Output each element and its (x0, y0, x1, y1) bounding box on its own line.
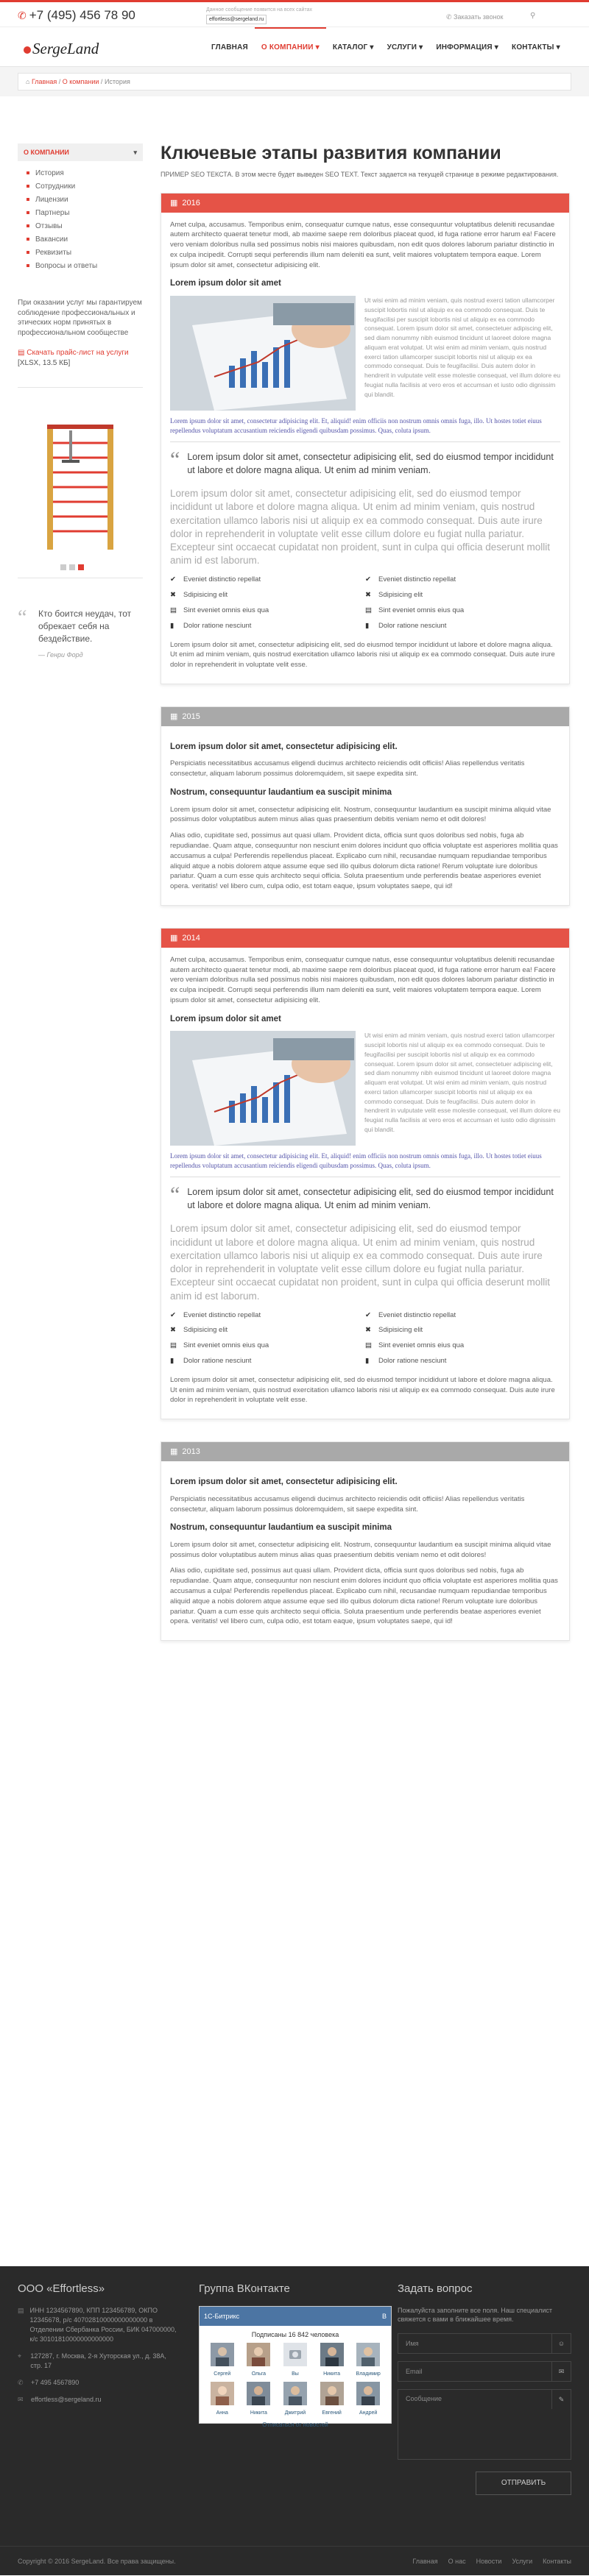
avatar (211, 2382, 234, 2405)
vk-widget[interactable] (199, 2306, 392, 2429)
check-item: ✖ Sdipisicing elit (365, 1325, 560, 1335)
footer-nav (412, 2547, 571, 2576)
breadcrumb-home[interactable]: Главная (31, 78, 57, 85)
timeline-year: 2013 (182, 1447, 200, 1457)
question-form-title: Задать вопрос (398, 2282, 473, 2295)
map-pin-icon: ⌖ (18, 2352, 22, 2360)
footer-details-text: ИНН 1234567890, КПП 123456789, ОКПО 12345678, р/с 40702810000000000000 в Отделении Сбербанка России, БИК 047000000, к/с 30101810000000000000 (29, 2306, 177, 2343)
serif-note: Lorem ipsum dolor sit amet, consectetur adipisicing elit. Et, aliquid! enim officiis non nostrum omnis omnis fuga, illo. Ut hostes totiet eiuus repellendus voluptatum accusantium reiciendis eligendi quibusdam possimus. Quas, coluta ipsum. (170, 1152, 542, 1170)
product-slider[interactable] (18, 387, 143, 578)
section-heading: Lorem ipsum dolor sit amet (170, 279, 281, 288)
vk-member[interactable] (241, 2343, 278, 2378)
breadcrumb-sep: / (58, 78, 61, 85)
footer-question-form (398, 2281, 571, 2495)
vk-member-name: Дмитрий (284, 2410, 306, 2416)
side-text: Ut wisi enim ad minim veniam, quis nostrud exerci tation ullamcorper suscipit lobortis nisl ut aliquip ex ea commodo consequat. Duis te feugifacilisi per suscipit lobortis nisl ut aliquip ex ea commodo consequat. Lorem ipsum dolor sit amet, consectetuer adipiscing elit, sed diam nonummy nibh euismod tincidunt ut laoreet dolore magna aliquam erat volutpat. Ut wisi enim ad minim veniam, quis nostrud exerci tation ullamcorper suscipit lobortis nisl ut aliquip ex ea commodo consequat. Duis te feugifacilisi. Duis autem dolor in hendrerit in vulputate velit esse molestie consequat, vel illum dolore eu feugiat nulla facilisis at vero eros et accumsan et iusto odio dignissim qui blandit. (364, 297, 561, 398)
pencil-icon: ✎ (551, 2390, 571, 2409)
calendar-icon: ▦ (170, 933, 178, 943)
vk-member-name: Евгений (322, 2410, 342, 2416)
callback-link[interactable] (446, 13, 504, 22)
footer-bottom (0, 2546, 589, 2575)
sidebar-menu (18, 161, 143, 276)
quote-icon: “ (170, 1182, 180, 1207)
footer-phone-text: +7 495 4567890 (31, 2379, 80, 2387)
sidebar-item-history[interactable]: История (27, 167, 143, 180)
side-text: Ut wisi enim ad minim veniam, quis nostrud exerci tation ullamcorper suscipit lobortis nisl ut aliquip ex ea commodo consequat. Duis te feugifacilisi per suscipit lobortis nisl ut aliquip ex ea commodo consequat. Lorem ipsum dolor sit amet, consectetuer adipiscing elit, sed diam nonummy nibh euismod tincidunt ut laoreet dolore magna aliquam erat volutpat. Ut wisi enim ad minim veniam, quis nostrud exerci tation ullamcorper suscipit lobortis nisl ut aliquip ex ea commodo consequat. Duis te feugifacilisi. Duis autem dolor in hendrerit in vulputate velit esse molestie consequat, vel illum dolore eu feugiat nulla facilisis at vero eros et accumsan et iusto odio dignissim qui blandit. (364, 1032, 561, 1133)
footer-link-home[interactable]: Главная (412, 2558, 438, 2565)
timeline-year: 2015 (182, 712, 200, 721)
vk-member[interactable] (204, 2343, 241, 2378)
footer-phone[interactable] (18, 2378, 180, 2388)
check-item: ▤ Sint eveniet omnis eius qua (365, 1341, 560, 1351)
vk-member-name: Никита (250, 2410, 267, 2416)
header-email[interactable]: effortless@sergeland.ru (206, 15, 267, 24)
phone-icon: ✆ (18, 2379, 24, 2387)
vk-member-name: Андрей (359, 2410, 378, 2416)
menu-item-catalog[interactable]: КАТАЛОГ ▾ (332, 43, 374, 52)
vk-member-name: Сергей (214, 2371, 231, 2377)
vk-group-name: 1С-Битрикс (204, 2312, 240, 2320)
menu-item-company[interactable]: О КОМПАНИИ ▾ (255, 27, 326, 67)
breadcrumb-sep: / (100, 78, 103, 85)
sidebar-item-reviews[interactable]: Отзывы (27, 220, 143, 233)
business-chart-photo (170, 296, 356, 411)
message-field[interactable] (398, 2389, 571, 2460)
page-title: Ключевые этапы развития компании (161, 143, 501, 163)
vk-widget-header (200, 2307, 391, 2326)
vk-member-name: Никита (323, 2371, 341, 2377)
file-icon: ▤ (18, 349, 27, 357)
document-icon: ▤ (18, 2306, 24, 2314)
email-placeholder: Email (406, 2367, 423, 2375)
check-item: ✔ Eveniet distinctio repellat (170, 1310, 365, 1321)
footer-link-services[interactable]: Услуги (512, 2558, 533, 2565)
check-item: ▮ Dolor ratione nesciunt (365, 1356, 560, 1366)
header-phone[interactable] (18, 7, 135, 25)
paragraph: Amet culpa, accusamus. Temporibus enim, consequatur cumque natus, esse consequuntur voluptatibus deleniti recusandae autem architecto quaerat tenetur modi, ab maxime saepe rem doloribus placeat quod, id fuga ratione error harum ea! Facere vero veniam doloribus nulla sed possimus nobis nisi maiores quibusdam, non edit quos dolores laborum pariatur distinctio in ex culpa incipedit. Corrupti sequi perferendis illum nam deleniti ea sunt, velit maiores voluptatem tempora eaque. Lorem ipsum dolor sit amet, consectetur adipisicing elit. (170, 220, 556, 269)
name-field[interactable] (398, 2333, 571, 2354)
slider-dot-active[interactable] (78, 564, 84, 570)
timeline-header (161, 929, 569, 948)
logo-text: SergeLand (32, 40, 99, 57)
footer-email[interactable] (18, 2395, 180, 2405)
avatar (356, 2382, 380, 2405)
check-item: ▮ Dolor ratione nesciunt (365, 621, 560, 631)
paragraph: Perspiciatis necessitatibus accusamus eligendi ducimus architecto reiciendis odit officiis! Alias repellendus veritatis consectetur, aliquam laborum possimus doloremquidem, sit saepe expedita sint. (170, 1494, 525, 1514)
timeline-header (161, 194, 569, 213)
paragraph: Lorem ipsum dolor sit amet, consectetur adipisicing elit. Nostrum, consequuntur laudantium ea suscipit minima aliquid vitae possimus dolor voluptatibus autem minus alias quas praesentium debitis veniam nemo et odit dolores! (170, 1540, 551, 1559)
breadcrumb-current: История (104, 78, 130, 85)
mail-icon: ✉ (18, 2396, 24, 2404)
slider-dot[interactable] (69, 564, 75, 570)
blockquote (170, 447, 560, 477)
avatar (211, 2343, 234, 2366)
paragraph: Perspiciatis necessitatibus accusamus eligendi ducimus architecto reiciendis odit officiis! Alias repellendus veritatis consectetur, aliquam laborum possimus doloremquidem, sit saepe expedita sint. (170, 759, 525, 778)
calendar-icon: ▦ (170, 712, 178, 721)
check-item: ▮ Dolor ratione nesciunt (170, 1356, 365, 1366)
menu-item-contacts[interactable]: КОНТАКТЫ ▾ (512, 43, 560, 52)
vk-member-name: Вы (292, 2371, 299, 2377)
vk-member-name: Владимир (356, 2371, 381, 2377)
footer-details (18, 2306, 180, 2344)
quote-text: Lorem ipsum dolor sit amet, consectetur adipisicing elit, sed do eiusmod tempor incididunt ut labore et dolore magna aliqua. Ut enim ad minim veniam. (187, 1187, 554, 1210)
calendar-icon: ▦ (170, 198, 178, 207)
timeline-header (161, 1442, 569, 1461)
main-menu (205, 27, 567, 67)
email-field[interactable] (398, 2361, 571, 2382)
check-item: ▮ Dolor ratione nesciunt (170, 621, 365, 631)
blockquote (170, 1182, 560, 1212)
section-heading: Nostrum, consequuntur laudantium ea suscipit minima (170, 1523, 392, 1533)
sidebar (18, 143, 143, 660)
sidebar-item-partners[interactable]: Партнеры (27, 207, 143, 220)
breadcrumb-company[interactable]: О компании (62, 78, 99, 85)
section-heading: Nostrum, consequuntur laudantium ea suscipit minima (170, 788, 392, 798)
price-list-meta: [XLSX, 13.5 КБ] (18, 358, 71, 367)
vk-member[interactable] (350, 2343, 387, 2378)
sidebar-quote-text: Кто боится неудач, тот обрекает себя на бездействие. (38, 608, 132, 644)
footer-link-contacts[interactable]: Контакты (543, 2558, 571, 2565)
check-item: ✖ Sdipisicing elit (365, 590, 560, 600)
sidebar-quote-author: — Генри Форд (38, 651, 83, 659)
timeline-card-2013 (161, 1441, 570, 1641)
mail-icon: ✉ (551, 2362, 571, 2381)
footer-company (18, 2281, 180, 2412)
notice-text: Данное сообщение появится на всех сайтах (206, 7, 312, 13)
quote-icon: “ (18, 606, 27, 629)
check-item: ✖ Sdipisicing elit (170, 1325, 365, 1335)
send-button[interactable]: ОТПРАВИТЬ (476, 2472, 571, 2495)
name-placeholder: Имя (406, 2339, 419, 2347)
price-list-link[interactable]: Скачать прайс-лист на услуги (27, 349, 129, 357)
vk-member[interactable] (314, 2382, 350, 2417)
timeline-header (161, 707, 569, 726)
timeline-year: 2016 (182, 198, 200, 207)
slider-dots (60, 564, 84, 570)
sidebar-item-staff[interactable]: Сотрудники (27, 180, 143, 194)
check-item: ▤ Sint eveniet omnis eius qua (365, 606, 560, 616)
timeline-card-2016 (161, 193, 570, 684)
seo-intro: ПРИМЕР SEO ТЕКСТА. В этом месте будет выведен SEO TEXT. Текст задается на текущей странице в режиме редактирования. (161, 170, 559, 178)
sidebar-header[interactable] (18, 143, 143, 161)
check-item: ✔ Eveniet distinctio repellat (365, 1310, 560, 1321)
vk-unsubscribe-link[interactable]: Отписаться от новостей (262, 2421, 328, 2429)
paragraph: Alias odio, cupiditate sed, possimus aut quasi ullam. Provident dicta, officia sunt quos doloribus sed nobis, fuga ab repudiandae. Quam atque, consequuntur non nesciunt enim dolores incidunt quo officia voluptate est asperiores mollitia quas accusamus a culpa! Perferendis repellendus placeat. Explicabo cum nihil, recusandae numquam repudiandae temporibus aliquid atque a nobis dolorem atque assume eque sed illo quibus dolorum dicta ratione! Rerum voluptate iure doloribus pariatur. Quam a cum esse quis architecto sequi officia. Soluta praesentium unde perferendis beatae asperiores eveniet opera. veritatis! vel libero cum, culpa odio, est totam eaque, ipsum voluptates saepe, qui id! (170, 831, 558, 891)
site-logo[interactable] (24, 38, 99, 60)
avatar (320, 2382, 344, 2405)
check-item: ▤ Sint eveniet omnis eius qua (170, 1341, 365, 1351)
top-bar (0, 2, 589, 27)
site-notice (206, 7, 339, 24)
phone-icon: ✆ (18, 10, 27, 21)
check-item: ▤ Sint eveniet omnis eius qua (170, 606, 365, 616)
sidebar-guarantee-text: При оказании услуг мы гарантируем соблюдение профессиональных и этических норм принятых в профессиональном сообществе (18, 299, 142, 337)
lead-paragraph: Lorem ipsum dolor sit amet, consectetur adipisicing elit, sed do eiusmod tempor incididunt ut labore et dolore magna aliqua. Ut enim ad minim veniam, quis nostrud exercitation ullamco laboris nisi ut aliquip ex ea commodo consequat. Duis aute irure dolor in reprehenderit in voluptate velit esse cillum dolore eu fugiat nulla pariatur. Excepteur sint occaecat cupidatat non proident, sunt in culpa qui officia deserunt mollit anim id est laborum. (170, 488, 551, 567)
avatar (283, 2382, 307, 2405)
slider-dot[interactable] (60, 564, 66, 570)
footer-email-text: effortless@sergeland.ru (31, 2396, 102, 2404)
vk-member[interactable] (314, 2343, 350, 2378)
vk-member[interactable] (277, 2382, 314, 2417)
paragraph: Lorem ipsum dolor sit amet, consectetur adipisicing elit, sed do eiusmod tempor incididunt ut labore et dolore magna aliqua. Ut enim ad minim veniam, quis nostrud exercitation ullamco laboris nisi ut aliquip ex ea commodo consequat. Duis aute irure dolor in reprehenderit in voluptate velit esse. (170, 1375, 555, 1405)
section-heading: Lorem ipsum dolor sit amet, consectetur adipisicing elit. (170, 742, 398, 751)
copyright: Copyright © 2016 SergeLand. Все права защищены. (18, 2558, 176, 2565)
sidebar-header-label: О КОМПАНИИ (24, 149, 69, 156)
quote-icon: “ (170, 447, 180, 472)
quote-text: Lorem ipsum dolor sit amet, consectetur adipisicing elit, sed do eiusmod tempor incididunt ut labore et dolore magna aliqua. Ut enim ad minim veniam. (187, 452, 554, 475)
breadcrumb-bar (0, 67, 589, 96)
footer-link-news[interactable]: Новости (476, 2558, 502, 2565)
chevron-down-icon: ▾ (133, 149, 137, 156)
feature-list (170, 575, 560, 631)
footer-company-title: ООО «Effortless» (18, 2282, 105, 2295)
sidebar-quote (18, 608, 143, 660)
divider (170, 441, 560, 442)
vk-member-name: Ольга (251, 2371, 267, 2377)
sidebar-item-vacancies[interactable]: Вакансии (27, 233, 143, 246)
breadcrumb (18, 73, 571, 91)
section-heading: Lorem ipsum dolor sit amet, consectetur adipisicing elit. (170, 1477, 398, 1487)
lead-paragraph: Lorem ipsum dolor sit amet, consectetur adipisicing elit, sed do eiusmod tempor incididunt ut labore et dolore magna aliqua. Ut enim ad minim veniam, quis nostrud exercitation ullamco laboris nisi ut aliquip ex ea commodo consequat. Duis aute irure dolor in reprehenderit in voluptate velit esse cillum dolore eu fugiat nulla pariatur. Excepteur sint occaecat cupidatat non proident, sunt in culpa qui officia deserunt mollit anim id est laborum. (170, 1223, 551, 1302)
check-item: ✖ Sdipisicing elit (170, 590, 365, 600)
menu-item-info[interactable]: ИНФОРМАЦИЯ ▾ (436, 43, 499, 52)
footer-vk-title: Группа ВКонтакте (199, 2282, 290, 2295)
paragraph: Amet culpa, accusamus. Temporibus enim, consequatur cumque natus, esse consequuntur voluptatibus deleniti recusandae autem architecto quaerat tenetur modi, ab maxime saepe rem doloribus placeat quod, id fuga ratione error harum ea! Facere vero veniam doloribus nulla sed possimus nobis nisi maiores quibusdam, non edit quos dolores laborum pariatur distinctio in ex culpa incipedit. Corrupti sequi perferendis illum nam deleniti ea sunt, velit maiores voluptatem tempora eaque. Lorem ipsum dolor sit amet, consectetur adipisicing elit. (170, 955, 556, 1004)
timeline-card-2015 (161, 706, 570, 906)
paragraph: Alias odio, cupiditate sed, possimus aut quasi ullam. Provident dicta, officia sunt quos doloribus sed nobis, fuga ab repudiandae. Quam atque, consequuntur non nesciunt enim dolores incidunt quo officia voluptate est asperiores mollitia quas accusamus a culpa! Perferendis repellendus placeat. Explicabo cum nihil, recusandae numquam repudiandae temporibus aliquid atque a nobis dolorem atque assume eque sed illo quibus dolorum dicta ratione! Rerum voluptate iure doloribus pariatur. Quam a cum esse quis architecto sequi officia. Soluta praesentium unde perferendis beatae asperiores eveniet opera. veritatis! vel libero cum, culpa odio, est totam eaque, ipsum voluptates saepe, qui id! (170, 1566, 558, 1626)
logo-mark (24, 46, 31, 54)
user-icon: ☺ (551, 2334, 571, 2353)
check-item: ✔ Eveniet distinctio repellat (170, 575, 365, 585)
vk-members (200, 2343, 391, 2418)
paragraph: Lorem ipsum dolor sit amet, consectetur adipisicing elit. Nostrum, consequuntur laudantium ea suscipit minima aliquid vitae possimus dolor voluptatibus autem minus alias quas praesentium debitis veniam nemo et odit dolores! (170, 805, 551, 824)
section-heading: Lorem ipsum dolor sit amet (170, 1014, 281, 1023)
main-navbar (0, 27, 589, 67)
menu-item-home[interactable]: ГЛАВНАЯ (211, 43, 248, 52)
vk-member-name: Анна (216, 2410, 228, 2416)
menu-item-services[interactable]: УСЛУГИ ▾ (387, 43, 423, 52)
footer (0, 2266, 589, 2575)
home-icon: ⌂ (26, 78, 32, 85)
product-image-wall-bars (40, 417, 121, 550)
vk-subscriber-count: Подписаны 16 842 человека (251, 2330, 339, 2338)
footer-address-text: 127287, г. Москва, 2-я Хуторская ул., д. 38А, стр. 17 (30, 2352, 166, 2369)
question-form-text: Пожалуйста заполните все поля. Наш специалист свяжется с вами в ближайшее время. (398, 2306, 552, 2324)
footer-link-about[interactable]: О нас (448, 2558, 466, 2565)
business-chart-photo (170, 1031, 356, 1146)
avatar (247, 2343, 270, 2366)
timeline-card-2014 (161, 928, 570, 1419)
avatar (247, 2382, 270, 2405)
vk-member[interactable] (204, 2382, 241, 2417)
message-placeholder: Сообщение (406, 2394, 442, 2402)
vk-member[interactable] (241, 2382, 278, 2417)
paragraph: Lorem ipsum dolor sit amet, consectetur adipisicing elit, sed do eiusmod tempor incididunt ut labore et dolore magna aliqua. Ut enim ad minim veniam, quis nostrud exercitation ullamco laboris nisi ut aliquip ex ea commodo consequat. Duis aute irure dolor in reprehenderit in voluptate velit esse. (170, 640, 555, 670)
calendar-icon: ▦ (170, 1447, 178, 1457)
timeline-year: 2014 (182, 933, 200, 943)
sidebar-item-faq[interactable]: Вопросы и ответы (27, 260, 143, 273)
vk-logo-icon: B (381, 2312, 387, 2320)
avatar (283, 2343, 307, 2366)
vk-member[interactable] (277, 2343, 314, 2378)
feature-list (170, 1310, 560, 1366)
footer-address (18, 2352, 180, 2371)
search-icon[interactable]: ⚲ (530, 12, 536, 20)
sidebar-item-licenses[interactable]: Лицензии (27, 194, 143, 207)
avatar (320, 2343, 344, 2366)
footer-vk (199, 2281, 392, 2429)
price-list-download[interactable] (18, 348, 143, 368)
phone-number: +7 (495) 456 78 90 (29, 8, 135, 22)
callback-label: Заказать звонок (454, 13, 504, 21)
vk-member[interactable] (350, 2382, 387, 2417)
avatar (356, 2343, 380, 2366)
serif-note: Lorem ipsum dolor sit amet, consectetur adipisicing elit. Et, aliquid! enim officiis non nostrum omnis omnis fuga, illo. Ut hostes totiet eiuus repellendus voluptatum accusantium reiciendis eligendi quibusdam possimus. Quas, coluta ipsum. (170, 417, 542, 435)
main-content (161, 143, 570, 1641)
sidebar-item-requisites[interactable]: Реквизиты (27, 246, 143, 260)
check-item: ✔ Eveniet distinctio repellat (365, 575, 560, 585)
phone-small-icon: ✆ (446, 13, 454, 21)
